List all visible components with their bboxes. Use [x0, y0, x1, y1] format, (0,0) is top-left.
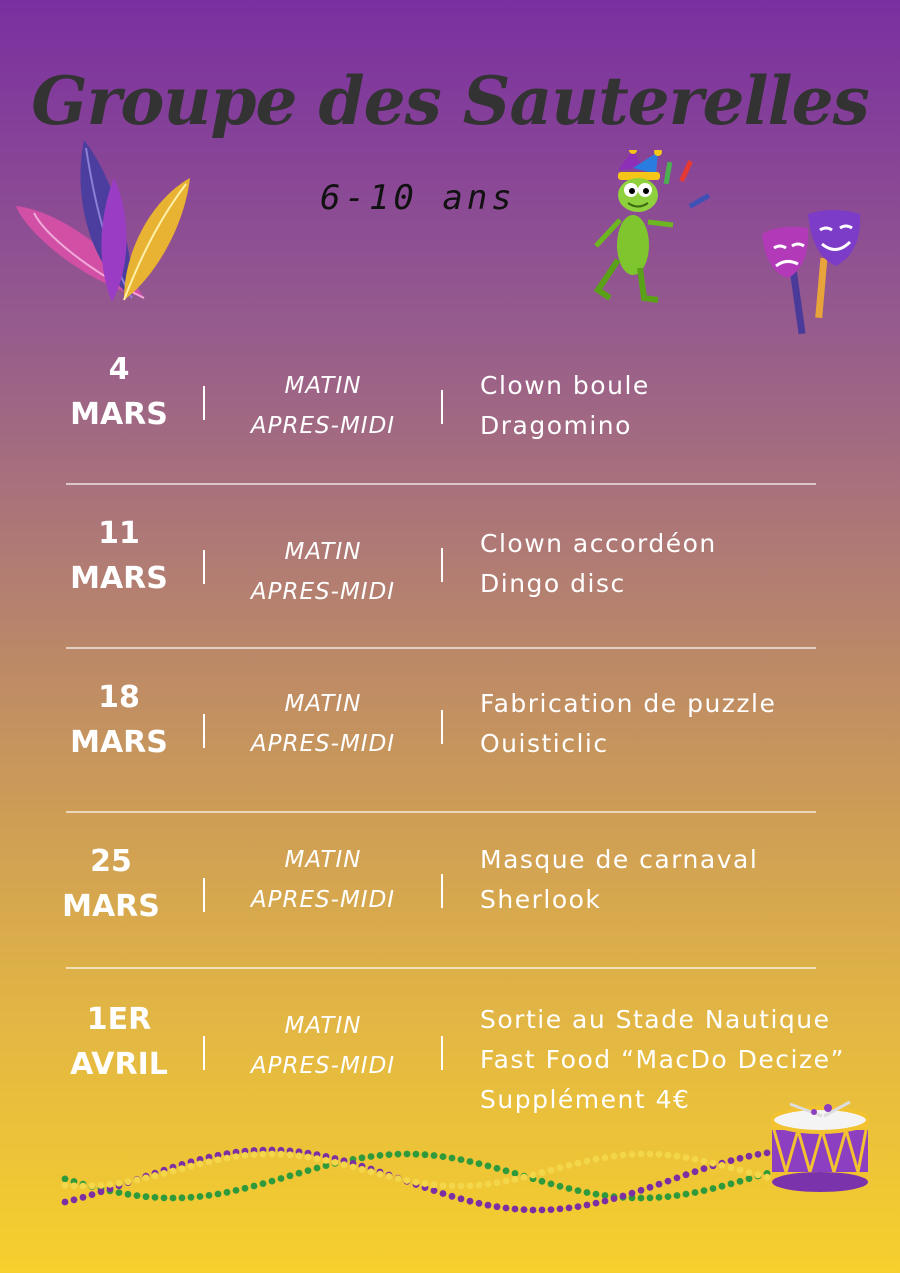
drum-icon [760, 1096, 880, 1196]
activity-morning: Masque de carnaval [480, 845, 759, 874]
separator [203, 386, 205, 420]
separator [203, 1036, 205, 1070]
separator [441, 548, 443, 582]
date-cell [44, 1002, 194, 1092]
date-day: 4 [108, 352, 130, 387]
morning-label: MATIN [284, 1013, 362, 1039]
activity-afternoon: Dingo disc [480, 569, 626, 598]
date-cell [44, 516, 194, 606]
afternoon-label: APRES-MIDI [250, 413, 396, 439]
session-labels [230, 532, 416, 612]
date-cell [44, 680, 194, 770]
date-day: 11 [98, 516, 140, 551]
afternoon-label: APRES-MIDI [250, 887, 396, 913]
activity-morning: Clown accordéon [480, 529, 717, 558]
theater-masks-icon [758, 206, 868, 336]
activity-morning: Sortie au Stade Nautique [480, 1005, 831, 1034]
date-month: MARS [62, 889, 160, 924]
activity-morning: Clown boule [480, 371, 650, 400]
row-divider [66, 483, 816, 485]
afternoon-label: APRES-MIDI [250, 579, 396, 605]
separator [441, 1036, 443, 1070]
activity-afternoon: Fast Food “MacDo Decize” [480, 1045, 845, 1074]
grasshopper-jester-icon [588, 150, 718, 305]
activities [480, 840, 758, 920]
date-month: MARS [70, 561, 168, 596]
row-divider [66, 967, 816, 969]
morning-label: MATIN [284, 539, 362, 565]
activity-afternoon: Sherlook [480, 885, 602, 914]
row-divider [66, 811, 816, 813]
activities [480, 366, 650, 446]
date-month: MARS [70, 397, 168, 432]
activities [480, 684, 776, 764]
date-cell [36, 844, 186, 934]
separator [441, 710, 443, 744]
separator [441, 390, 443, 424]
afternoon-label: APRES-MIDI [250, 731, 396, 757]
date-month: AVRIL [70, 1047, 168, 1082]
session-labels [230, 840, 416, 920]
date-cell [44, 352, 194, 442]
separator [203, 878, 205, 912]
feathers-icon [14, 138, 194, 308]
afternoon-label: APRES-MIDI [250, 1053, 396, 1079]
activities [480, 524, 717, 604]
page-title: Groupe des Sauterelles [31, 62, 869, 140]
bead-necklaces-icon [55, 1130, 825, 1230]
activity-morning: Fabrication de puzzle [480, 689, 777, 718]
separator [441, 874, 443, 908]
date-day: 1ER [86, 1002, 152, 1037]
date-day: 25 [90, 844, 132, 879]
separator [203, 714, 205, 748]
age-range-subtitle: 6-10 ans [320, 178, 516, 218]
separator [203, 550, 205, 584]
session-labels [230, 1006, 416, 1086]
session-labels [230, 366, 416, 446]
morning-label: MATIN [284, 691, 362, 717]
session-labels [230, 684, 416, 764]
date-month: MARS [70, 725, 168, 760]
morning-label: MATIN [284, 847, 362, 873]
date-day: 18 [98, 680, 140, 715]
activity-afternoon: Dragomino [480, 411, 632, 440]
activity-afternoon: Ouisticlic [480, 729, 609, 758]
activity-note: Supplément 4€ [480, 1085, 691, 1114]
row-divider [66, 647, 816, 649]
morning-label: MATIN [284, 373, 362, 399]
